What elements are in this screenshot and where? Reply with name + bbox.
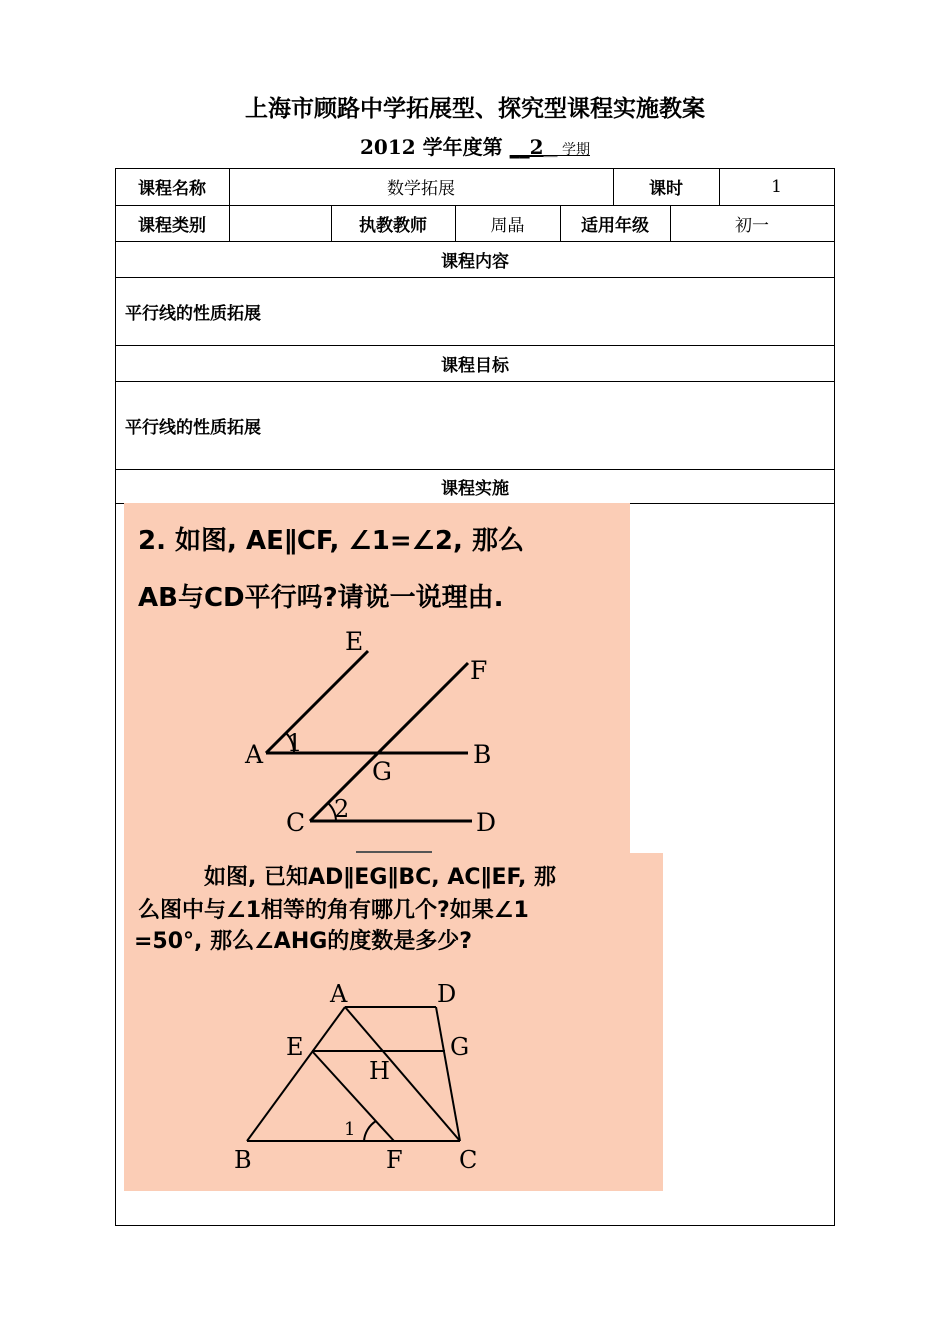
- category-value: [229, 205, 331, 241]
- label-angle-1: 1: [344, 1119, 356, 1140]
- label-B: B: [473, 740, 492, 769]
- label-angle-2: 2: [334, 795, 350, 823]
- hours-value: 1: [771, 176, 782, 197]
- label-F: F: [386, 1146, 403, 1174]
- line-AC: [345, 1007, 460, 1141]
- goal-value: 平行线的性质拓展: [125, 417, 261, 438]
- label-C: C: [286, 808, 306, 837]
- problem1-image: [124, 503, 630, 855]
- label-E: E: [345, 627, 364, 656]
- grade-label: 适用年级: [581, 215, 649, 236]
- goal-header: 课程目标: [441, 355, 509, 376]
- hours-label: 课时: [649, 179, 683, 199]
- term-suffix: __ 学期: [543, 142, 590, 158]
- page-title: 上海市顾路中学拓展型、探究型课程实施教案: [245, 95, 705, 122]
- label-G: G: [450, 1033, 470, 1061]
- term-number: __2: [509, 135, 544, 159]
- angle-1-arc: [364, 1121, 376, 1141]
- school-year: 2012 学年度第: [360, 135, 503, 159]
- label-C: C: [459, 1146, 478, 1174]
- problem2-figure: [124, 853, 663, 1191]
- impl-header: 课程实施: [441, 478, 509, 499]
- line-DC: [436, 1007, 460, 1141]
- problem1-line1: 2. 如图, AE∥CF, ∠1=∠2, 那么: [138, 526, 524, 556]
- label-H: H: [369, 1057, 390, 1085]
- content-header: 课程内容: [441, 251, 509, 272]
- label-E: E: [286, 1033, 304, 1061]
- term-line: [0, 131, 950, 160]
- label-G: G: [372, 757, 392, 786]
- category-label: 课程类别: [138, 215, 206, 236]
- label-angle-1: 1: [287, 729, 303, 757]
- line-AB: [247, 1007, 345, 1141]
- label-A: A: [330, 980, 348, 1008]
- label-B: B: [234, 1146, 252, 1174]
- problem2-line2: 么图中与∠1相等的角有哪几个?如果∠1: [138, 898, 529, 923]
- label-D: D: [476, 808, 497, 837]
- label-F: F: [470, 656, 488, 685]
- teacher-label: 执教教师: [359, 215, 427, 236]
- label-D: D: [437, 980, 457, 1008]
- problem2-image: [124, 853, 663, 1191]
- problem1-line2: AB与CD平行吗?请说一说理由.: [138, 583, 504, 613]
- grade-value: 初一: [735, 215, 769, 236]
- content-value: 平行线的性质拓展: [125, 303, 261, 324]
- line-AE: [266, 651, 368, 753]
- teacher-value: 周晶: [490, 215, 525, 236]
- problem1-figure: [124, 503, 630, 855]
- problem2-line3: =50°, 那么∠AHG的度数是多少?: [134, 929, 473, 954]
- problem2-line1: 如图, 已知AD∥EG∥BC, AC∥EF, 那: [204, 865, 557, 890]
- course-name-label: 课程名称: [138, 179, 206, 199]
- course-name-value: 数学拓展: [387, 179, 455, 199]
- label-A: A: [245, 740, 264, 769]
